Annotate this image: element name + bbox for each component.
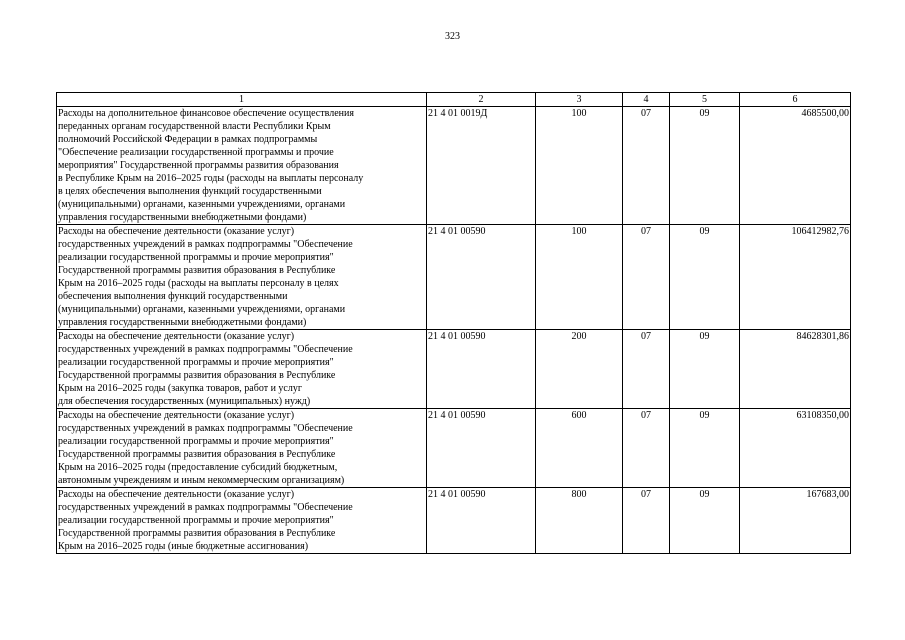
program-code-cell: 21 4 01 00590 bbox=[427, 488, 536, 554]
column-header-name: 1 bbox=[57, 93, 427, 107]
expense-type-cell: 600 bbox=[536, 409, 623, 488]
expense-name-cell: Расходы на обеспечение деятельности (оказание услуг) государственных учреждений в рамках подпрограммы "Обеспечение реализации государственной программы и прочие мероприятия" Государственной программы развития образования в Республике Крым на 2016–2025 годы (предоставление субсидий бюджетным, автономным учреждениям и иным некоммерческим организациям) bbox=[57, 409, 427, 488]
subsection-cell: 09 bbox=[670, 409, 740, 488]
program-code-cell: 21 4 01 00590 bbox=[427, 330, 536, 409]
subsection-cell: 09 bbox=[670, 225, 740, 330]
amount-cell: 106412982,76 bbox=[740, 225, 851, 330]
program-code-cell: 21 4 01 00590 bbox=[427, 409, 536, 488]
program-code-cell: 21 4 01 00590 bbox=[427, 225, 536, 330]
table-row bbox=[57, 107, 851, 225]
column-header-rz: 4 bbox=[623, 93, 670, 107]
expense-name-cell: Расходы на обеспечение деятельности (оказание услуг) государственных учреждений в рамках подпрограммы "Обеспечение реализации государственной программы и прочие мероприятия" Государственной программы развития образования в Республике Крым на 2016–2025 годы (закупка товаров, работ и услуг для обеспечения государственных (муниципальных) нужд) bbox=[57, 330, 427, 409]
section-cell: 07 bbox=[623, 488, 670, 554]
expense-type-cell: 100 bbox=[536, 225, 623, 330]
program-code-cell: 21 4 01 0019Д bbox=[427, 107, 536, 225]
expense-name-cell: Расходы на дополнительное финансовое обеспечение осуществления переданных органам государственной власти Республики Крым полномочий Российской Федерации в рамках подпрограммы "Обеспечение реализации государственной программы и прочие мероприятия" Государственной программы развития образования в Республике Крым на 2016–2025 годы (расходы на выплаты персоналу в целях обеспечения выполнения функций государственными (муниципальными) органами, казенными учреждениями, органами управления государственными внебюджетными фондами) bbox=[57, 107, 427, 225]
table-row bbox=[57, 330, 851, 409]
section-cell: 07 bbox=[623, 330, 670, 409]
amount-cell: 84628301,86 bbox=[740, 330, 851, 409]
expense-name-cell: Расходы на обеспечение деятельности (оказание услуг) государственных учреждений в рамках подпрограммы "Обеспечение реализации государственной программы и прочие мероприятия" Государственной программы развития образования в Республике Крым на 2016–2025 годы (иные бюджетные ассигнования) bbox=[57, 488, 427, 554]
section-cell: 07 bbox=[623, 225, 670, 330]
subsection-cell: 09 bbox=[670, 488, 740, 554]
amount-cell: 63108350,00 bbox=[740, 409, 851, 488]
expense-name-cell: Расходы на обеспечение деятельности (оказание услуг) государственных учреждений в рамках подпрограммы "Обеспечение реализации государственной программы и прочие мероприятия" Государственной программы развития образования в Республике Крым на 2016–2025 годы (расходы на выплаты персоналу в целях обеспечения выполнения функций государственными (муниципальными) органами, казенными учреждениями, органами управления государственными внебюджетными фондами) bbox=[57, 225, 427, 330]
table-header-row bbox=[57, 93, 851, 107]
table-row bbox=[57, 225, 851, 330]
subsection-cell: 09 bbox=[670, 330, 740, 409]
table-row bbox=[57, 409, 851, 488]
table-row bbox=[57, 488, 851, 554]
column-header-sum: 6 bbox=[740, 93, 851, 107]
expense-type-cell: 200 bbox=[536, 330, 623, 409]
column-header-pr: 5 bbox=[670, 93, 740, 107]
amount-cell: 4685500,00 bbox=[740, 107, 851, 225]
expense-type-cell: 800 bbox=[536, 488, 623, 554]
column-header-code: 2 bbox=[427, 93, 536, 107]
subsection-cell: 09 bbox=[670, 107, 740, 225]
page-number: 323 bbox=[445, 31, 460, 42]
column-header-vr: 3 bbox=[536, 93, 623, 107]
budget-table bbox=[56, 92, 851, 554]
expense-type-cell: 100 bbox=[536, 107, 623, 225]
amount-cell: 167683,00 bbox=[740, 488, 851, 554]
section-cell: 07 bbox=[623, 409, 670, 488]
section-cell: 07 bbox=[623, 107, 670, 225]
